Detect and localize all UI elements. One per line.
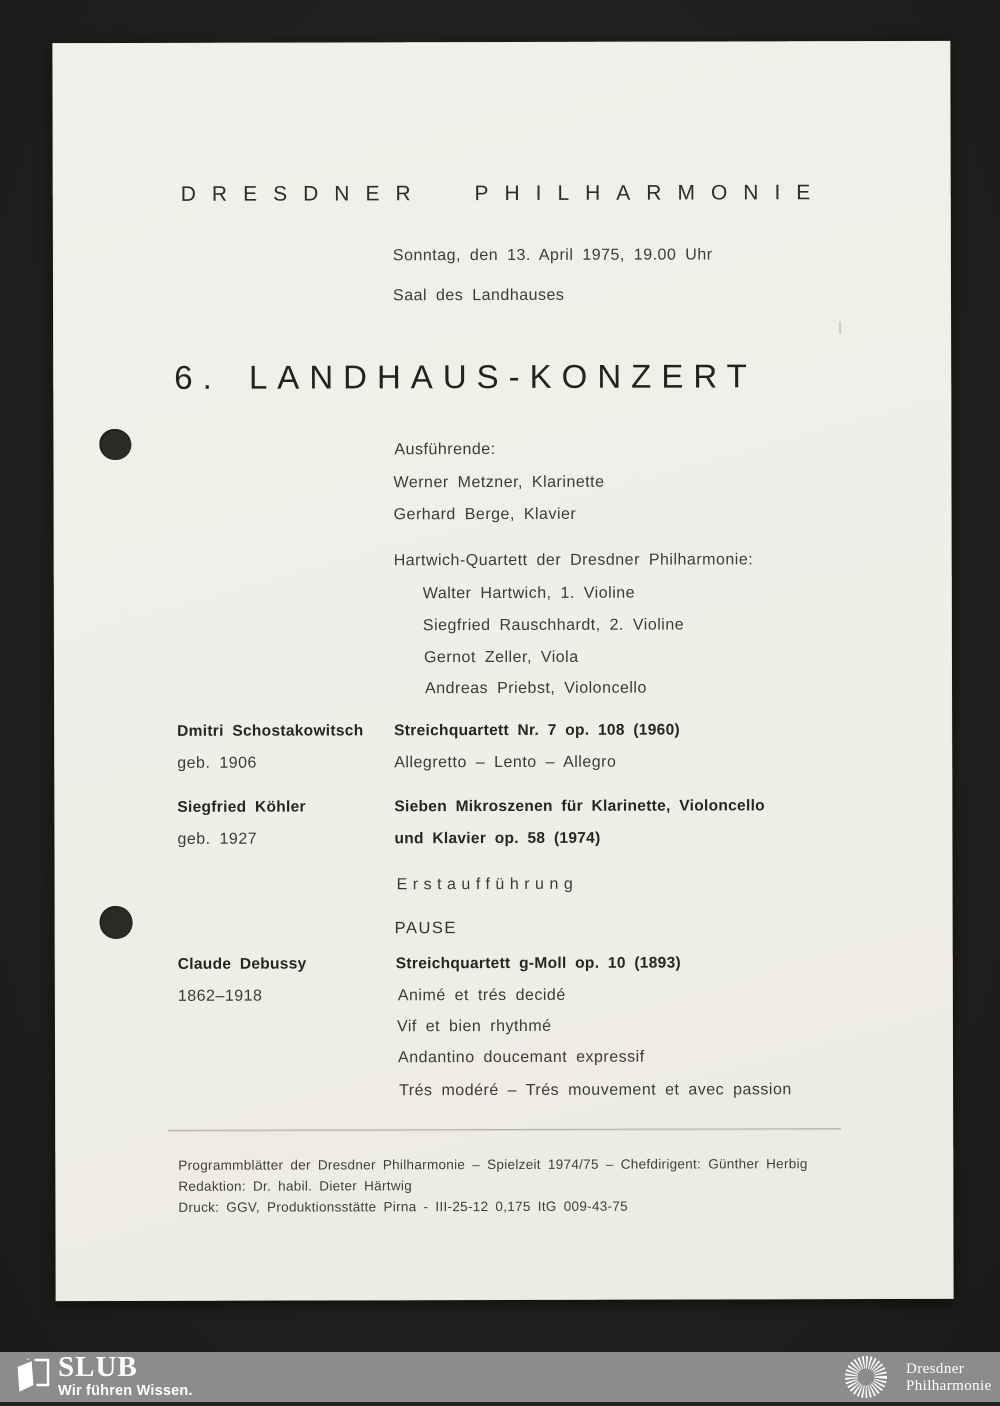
movement-line: Animé et trés decidé (397, 986, 566, 1005)
work-title-line: Streichquartett g-Moll op. 10 (1893) (395, 954, 681, 973)
movement-line: Vif et bien rhythmé (396, 1017, 552, 1036)
slub-logo[interactable] (12, 1352, 252, 1402)
ensemble-member-line: Gernot Zeller, Viola (423, 648, 579, 667)
work-title-line: und Klavier op. 58 (1974) (394, 829, 601, 848)
punch-hole-bottom (100, 906, 133, 939)
concert-title: 6. LANDHAUS-KONZERT (174, 357, 757, 396)
pause-label: PAUSE (394, 919, 457, 938)
movement-line: Allegretto – Lento – Allegro (394, 753, 617, 772)
slub-book-icon (12, 1355, 52, 1404)
scanned-page (52, 41, 953, 1301)
concert-venue: Saal des Landhauses (392, 286, 565, 305)
work-title-line: Streichquartett Nr. 7 op. 108 (1960) (394, 721, 680, 740)
composer-dates: 1862–1918 (177, 987, 263, 1005)
composer-dates: geb. 1927 (177, 830, 258, 848)
viewer-bottom-bar (0, 1352, 1000, 1402)
scan-artifact (839, 321, 841, 334)
organization-title: DRESDNER PHILHARMONIE (180, 181, 827, 206)
ensemble-member-line: Andreas Priebst, Violoncello (425, 679, 647, 698)
imprint-line: Redaktion: Dr. habil. Dieter Härtwig (178, 1178, 413, 1194)
slub-wordmark: SLUB (58, 1351, 138, 1383)
ensemble-heading: Hartwich-Quartett der Dresdner Philharmonie: (393, 551, 754, 570)
philharmonie-wordmark (906, 1361, 992, 1395)
imprint-line: Druck: GGV, Produktionsstätte Pirna - III-25-12 0,175 ItG 009-43-75 (178, 1198, 628, 1215)
concert-date: Sonntag, den 13. April 1975, 19.00 Uhr (392, 246, 713, 265)
work-title-line: Sieben Mikroszenen für Klarinette, Violoncello (394, 797, 765, 816)
divider-rule (168, 1128, 841, 1131)
composer-dates: geb. 1906 (177, 754, 257, 772)
imprint-line: Programmblätter der Dresdner Philharmonie – Spielzeit 1974/75 – Chefdirigent: Günther Herbig (178, 1156, 808, 1173)
premiere-note: Erstaufführung (396, 875, 579, 894)
composer-name: Claude Debussy (177, 955, 307, 973)
composer-name: Dmitri Schostakowitsch (177, 722, 364, 740)
soloist-line: Gerhard Berge, Klavier (393, 505, 577, 524)
performers-heading: Ausführende: (394, 441, 496, 459)
philharmonie-wordmark-line1: Dresdner (906, 1361, 965, 1377)
ensemble-member-line: Siegfried Rauschhardt, 2. Violine (422, 616, 685, 635)
philharmonie-logo[interactable] (836, 1352, 1000, 1402)
composer-name: Siegfried Köhler (177, 798, 306, 816)
movement-line: Andantino doucemant expressif (397, 1048, 645, 1067)
ensemble-member-line: Walter Hartwich, 1. Violine (422, 584, 636, 603)
philharmonie-wordmark-line2: Philharmonie (906, 1378, 992, 1394)
movement-line: Trés modéré – Trés mouvement et avec passion (399, 1081, 792, 1100)
slub-tagline: Wir führen Wissen. (58, 1383, 193, 1399)
soloist-line: Werner Metzner, Klarinette (393, 473, 605, 492)
punch-hole-top (99, 429, 131, 460)
philharmonie-starburst-icon (842, 1353, 890, 1406)
